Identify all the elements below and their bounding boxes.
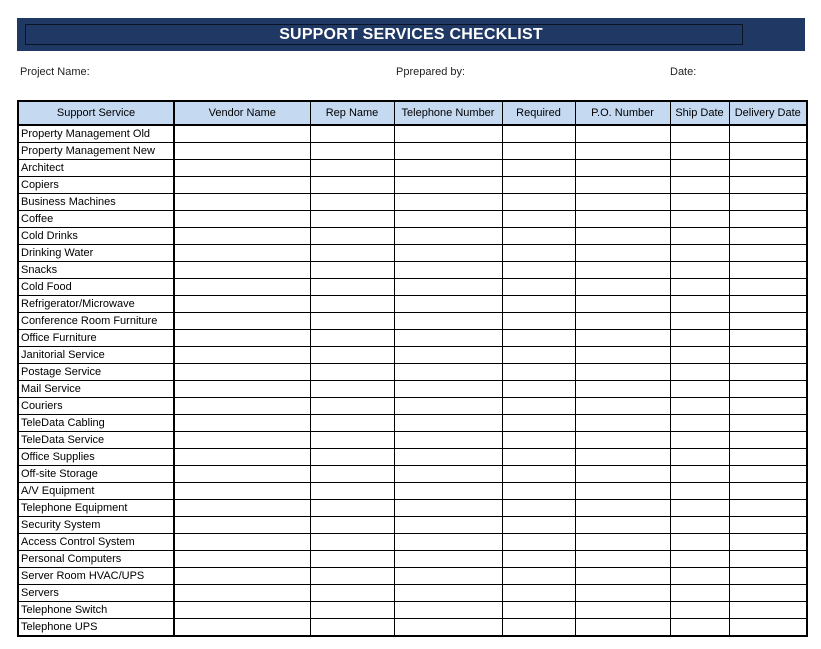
vendor-name-cell[interactable] [174,551,310,568]
required-cell[interactable] [502,619,575,637]
rep-name-cell[interactable] [310,551,394,568]
required-cell[interactable] [502,143,575,160]
vendor-name-cell[interactable] [174,517,310,534]
required-cell[interactable] [502,500,575,517]
prepared-by-label: Pprepared by: [396,66,466,78]
rep-name-cell[interactable] [310,602,394,619]
service-name-cell: Couriers [18,398,174,415]
telephone-number-cell[interactable] [394,551,502,568]
delivery-date-cell[interactable] [729,398,807,415]
table-row [18,517,807,534]
vendor-name-cell[interactable] [174,534,310,551]
vendor-name-cell[interactable] [174,125,310,143]
vendor-name-cell[interactable] [174,415,310,432]
delivery-date-cell[interactable] [729,551,807,568]
service-name-cell: Security System [18,517,174,534]
column-header-vendor-name: Vendor Name [174,101,310,125]
rep-name-cell[interactable] [310,160,394,177]
vendor-name-cell[interactable] [174,313,310,330]
required-cell[interactable] [502,381,575,398]
required-cell[interactable] [502,211,575,228]
telephone-number-cell[interactable] [394,194,502,211]
po-number-cell[interactable] [575,228,670,245]
delivery-date-cell[interactable] [729,313,807,330]
service-name-cell: Office Supplies [18,449,174,466]
rep-name-cell[interactable] [310,381,394,398]
checklist-table [17,100,808,637]
column-header-telephone-number: Telephone Number [394,101,502,125]
rep-name-cell[interactable] [310,364,394,381]
po-number-cell[interactable] [575,347,670,364]
po-number-cell[interactable] [575,296,670,313]
rep-name-cell[interactable] [310,347,394,364]
ship-date-cell[interactable] [670,449,729,466]
rep-name-cell[interactable] [310,449,394,466]
service-name-cell: Off-site Storage [18,466,174,483]
telephone-number-cell[interactable] [394,415,502,432]
ship-date-cell[interactable] [670,330,729,347]
vendor-name-cell[interactable] [174,432,310,449]
telephone-number-cell[interactable] [394,160,502,177]
service-name-cell: Business Machines [18,194,174,211]
delivery-date-cell[interactable] [729,619,807,637]
table-row [18,313,807,330]
rep-name-cell[interactable] [310,432,394,449]
po-number-cell[interactable] [575,279,670,296]
rep-name-cell[interactable] [310,585,394,602]
vendor-name-cell[interactable] [174,568,310,585]
rep-name-cell[interactable] [310,279,394,296]
table-row [18,585,807,602]
delivery-date-cell[interactable] [729,279,807,296]
table-row [18,211,807,228]
required-cell[interactable] [502,160,575,177]
vendor-name-cell[interactable] [174,262,310,279]
required-cell[interactable] [502,313,575,330]
ship-date-cell[interactable] [670,279,729,296]
table-row [18,262,807,279]
po-number-cell[interactable] [575,330,670,347]
telephone-number-cell[interactable] [394,381,502,398]
rep-name-cell[interactable] [310,262,394,279]
service-name-cell: Property Management New [18,143,174,160]
required-cell[interactable] [502,194,575,211]
rep-name-cell[interactable] [310,313,394,330]
column-header-required: Required [502,101,575,125]
table-row [18,398,807,415]
delivery-date-cell[interactable] [729,194,807,211]
service-name-cell: Janitorial Service [18,347,174,364]
required-cell[interactable] [502,483,575,500]
delivery-date-cell[interactable] [729,125,807,143]
table-row [18,160,807,177]
ship-date-cell[interactable] [670,160,729,177]
telephone-number-cell[interactable] [394,619,502,637]
ship-date-cell[interactable] [670,398,729,415]
telephone-number-cell[interactable] [394,228,502,245]
table-row [18,194,807,211]
required-cell[interactable] [502,125,575,143]
service-name-cell: Drinking Water [18,245,174,262]
service-name-cell: Office Furniture [18,330,174,347]
ship-date-cell[interactable] [670,143,729,160]
service-name-cell: Servers [18,585,174,602]
service-name-cell: Conference Room Furniture [18,313,174,330]
vendor-name-cell[interactable] [174,347,310,364]
table-row [18,619,807,637]
telephone-number-cell[interactable] [394,483,502,500]
ship-date-cell[interactable] [670,517,729,534]
telephone-number-cell[interactable] [394,364,502,381]
service-name-cell: TeleData Service [18,432,174,449]
rep-name-cell[interactable] [310,398,394,415]
delivery-date-cell[interactable] [729,211,807,228]
po-number-cell[interactable] [575,466,670,483]
header-row [18,101,807,125]
vendor-name-cell[interactable] [174,585,310,602]
table-row [18,228,807,245]
telephone-number-cell[interactable] [394,466,502,483]
po-number-cell[interactable] [575,160,670,177]
ship-date-cell[interactable] [670,347,729,364]
po-number-cell[interactable] [575,619,670,637]
column-header-delivery-date: Delivery Date [729,101,807,125]
required-cell[interactable] [502,585,575,602]
rep-name-cell[interactable] [310,330,394,347]
ship-date-cell[interactable] [670,534,729,551]
po-number-cell[interactable] [575,211,670,228]
po-number-cell[interactable] [575,551,670,568]
po-number-cell[interactable] [575,381,670,398]
ship-date-cell[interactable] [670,228,729,245]
po-number-cell[interactable] [575,568,670,585]
rep-name-cell[interactable] [310,143,394,160]
delivery-date-cell[interactable] [729,483,807,500]
table-row [18,415,807,432]
ship-date-cell[interactable] [670,585,729,602]
vendor-name-cell[interactable] [174,364,310,381]
column-header-rep-name: Rep Name [310,101,394,125]
required-cell[interactable] [502,398,575,415]
service-name-cell: Refrigerator/Microwave [18,296,174,313]
telephone-number-cell[interactable] [394,568,502,585]
required-cell[interactable] [502,449,575,466]
vendor-name-cell[interactable] [174,160,310,177]
delivery-date-cell[interactable] [729,534,807,551]
column-header-po-number: P.O. Number [575,101,670,125]
po-number-cell[interactable] [575,398,670,415]
required-cell[interactable] [502,245,575,262]
required-cell[interactable] [502,364,575,381]
ship-date-cell[interactable] [670,364,729,381]
table-row [18,330,807,347]
table-row [18,296,807,313]
delivery-date-cell[interactable] [729,585,807,602]
rep-name-cell[interactable] [310,228,394,245]
telephone-number-cell[interactable] [394,602,502,619]
telephone-number-cell[interactable] [394,313,502,330]
telephone-number-cell[interactable] [394,585,502,602]
vendor-name-cell[interactable] [174,330,310,347]
po-number-cell[interactable] [575,262,670,279]
service-name-cell: Coffee [18,211,174,228]
ship-date-cell[interactable] [670,483,729,500]
delivery-date-cell[interactable] [729,517,807,534]
po-number-cell[interactable] [575,449,670,466]
vendor-name-cell[interactable] [174,177,310,194]
delivery-date-cell[interactable] [729,449,807,466]
service-name-cell: Personal Computers [18,551,174,568]
vendor-name-cell[interactable] [174,245,310,262]
required-cell[interactable] [502,262,575,279]
required-cell[interactable] [502,228,575,245]
project-name-label: Project Name: [20,66,90,78]
rep-name-cell[interactable] [310,500,394,517]
required-cell[interactable] [502,177,575,194]
delivery-date-cell[interactable] [729,364,807,381]
vendor-name-cell[interactable] [174,228,310,245]
rep-name-cell[interactable] [310,483,394,500]
rep-name-cell[interactable] [310,517,394,534]
rep-name-cell[interactable] [310,125,394,143]
ship-date-cell[interactable] [670,432,729,449]
service-name-cell: Copiers [18,177,174,194]
po-number-cell[interactable] [575,483,670,500]
telephone-number-cell[interactable] [394,143,502,160]
telephone-number-cell[interactable] [394,296,502,313]
required-cell[interactable] [502,602,575,619]
po-number-cell[interactable] [575,313,670,330]
ship-date-cell[interactable] [670,381,729,398]
required-cell[interactable] [502,347,575,364]
ship-date-cell[interactable] [670,296,729,313]
telephone-number-cell[interactable] [394,534,502,551]
ship-date-cell[interactable] [670,568,729,585]
ship-date-cell[interactable] [670,602,729,619]
table-row [18,551,807,568]
service-name-cell: Property Management Old [18,125,174,143]
vendor-name-cell[interactable] [174,466,310,483]
table-row [18,381,807,398]
service-name-cell: Postage Service [18,364,174,381]
ship-date-cell[interactable] [670,262,729,279]
telephone-number-cell[interactable] [394,279,502,296]
rep-name-cell[interactable] [310,415,394,432]
delivery-date-cell[interactable] [729,381,807,398]
vendor-name-cell[interactable] [174,483,310,500]
service-name-cell: Architect [18,160,174,177]
delivery-date-cell[interactable] [729,568,807,585]
table-row [18,602,807,619]
telephone-number-cell[interactable] [394,449,502,466]
column-header-support-service: Support Service [18,101,174,125]
delivery-date-cell[interactable] [729,500,807,517]
delivery-date-cell[interactable] [729,466,807,483]
rep-name-cell[interactable] [310,177,394,194]
required-cell[interactable] [502,415,575,432]
delivery-date-cell[interactable] [729,347,807,364]
rep-name-cell[interactable] [310,534,394,551]
service-name-cell: Mail Service [18,381,174,398]
po-number-cell[interactable] [575,585,670,602]
telephone-number-cell[interactable] [394,432,502,449]
vendor-name-cell[interactable] [174,602,310,619]
po-number-cell[interactable] [575,602,670,619]
po-number-cell[interactable] [575,432,670,449]
column-header-ship-date: Ship Date [670,101,729,125]
ship-date-cell[interactable] [670,211,729,228]
ship-date-cell[interactable] [670,125,729,143]
table-row [18,347,807,364]
ship-date-cell[interactable] [670,551,729,568]
table-row [18,500,807,517]
ship-date-cell[interactable] [670,177,729,194]
ship-date-cell[interactable] [670,500,729,517]
po-number-cell[interactable] [575,143,670,160]
vendor-name-cell[interactable] [174,619,310,637]
service-name-cell: Cold Drinks [18,228,174,245]
table-row [18,245,807,262]
vendor-name-cell[interactable] [174,381,310,398]
vendor-name-cell[interactable] [174,296,310,313]
vendor-name-cell[interactable] [174,398,310,415]
required-cell[interactable] [502,551,575,568]
po-number-cell[interactable] [575,245,670,262]
rep-name-cell[interactable] [310,466,394,483]
table-row [18,364,807,381]
vendor-name-cell[interactable] [174,449,310,466]
delivery-date-cell[interactable] [729,415,807,432]
table-row [18,143,807,160]
vendor-name-cell[interactable] [174,143,310,160]
table-row [18,534,807,551]
table-row [18,125,807,143]
telephone-number-cell[interactable] [394,347,502,364]
po-number-cell[interactable] [575,415,670,432]
telephone-number-cell[interactable] [394,245,502,262]
table-row [18,432,807,449]
telephone-number-cell[interactable] [394,517,502,534]
telephone-number-cell[interactable] [394,177,502,194]
rep-name-cell[interactable] [310,211,394,228]
vendor-name-cell[interactable] [174,211,310,228]
po-number-cell[interactable] [575,364,670,381]
table-row [18,279,807,296]
service-name-cell: Telephone Equipment [18,500,174,517]
date-label: Date: [670,66,697,78]
required-cell[interactable] [502,568,575,585]
table-row [18,466,807,483]
required-cell[interactable] [502,330,575,347]
service-name-cell: Access Control System [18,534,174,551]
po-number-cell[interactable] [575,534,670,551]
ship-date-cell[interactable] [670,245,729,262]
po-number-cell[interactable] [575,125,670,143]
rep-name-cell[interactable] [310,245,394,262]
telephone-number-cell[interactable] [394,211,502,228]
delivery-date-cell[interactable] [729,177,807,194]
telephone-number-cell[interactable] [394,262,502,279]
ship-date-cell[interactable] [670,619,729,637]
delivery-date-cell[interactable] [729,160,807,177]
required-cell[interactable] [502,466,575,483]
table-row [18,568,807,585]
po-number-cell[interactable] [575,194,670,211]
telephone-number-cell[interactable] [394,398,502,415]
po-number-cell[interactable] [575,517,670,534]
rep-name-cell[interactable] [310,619,394,637]
delivery-date-cell[interactable] [729,296,807,313]
table-row [18,177,807,194]
vendor-name-cell[interactable] [174,194,310,211]
telephone-number-cell[interactable] [394,125,502,143]
service-name-cell: TeleData Cabling [18,415,174,432]
required-cell[interactable] [502,296,575,313]
required-cell[interactable] [502,432,575,449]
page-title: SUPPORT SERVICES CHECKLIST [279,26,543,43]
po-number-cell[interactable] [575,500,670,517]
vendor-name-cell[interactable] [174,279,310,296]
delivery-date-cell[interactable] [729,330,807,347]
required-cell[interactable] [502,517,575,534]
delivery-date-cell[interactable] [729,262,807,279]
delivery-date-cell[interactable] [729,602,807,619]
required-cell[interactable] [502,534,575,551]
delivery-date-cell[interactable] [729,143,807,160]
telephone-number-cell[interactable] [394,330,502,347]
po-number-cell[interactable] [575,177,670,194]
rep-name-cell[interactable] [310,568,394,585]
table-row [18,449,807,466]
ship-date-cell[interactable] [670,313,729,330]
required-cell[interactable] [502,279,575,296]
title-banner [17,18,805,51]
service-name-cell: Snacks [18,262,174,279]
telephone-number-cell[interactable] [394,500,502,517]
vendor-name-cell[interactable] [174,500,310,517]
delivery-date-cell[interactable] [729,245,807,262]
delivery-date-cell[interactable] [729,228,807,245]
service-name-cell: Telephone Switch [18,602,174,619]
service-name-cell: Server Room HVAC/UPS [18,568,174,585]
ship-date-cell[interactable] [670,466,729,483]
rep-name-cell[interactable] [310,296,394,313]
service-name-cell: Telephone UPS [18,619,174,637]
table-row [18,483,807,500]
ship-date-cell[interactable] [670,415,729,432]
delivery-date-cell[interactable] [729,432,807,449]
service-name-cell: A/V Equipment [18,483,174,500]
rep-name-cell[interactable] [310,194,394,211]
service-name-cell: Cold Food [18,279,174,296]
ship-date-cell[interactable] [670,194,729,211]
